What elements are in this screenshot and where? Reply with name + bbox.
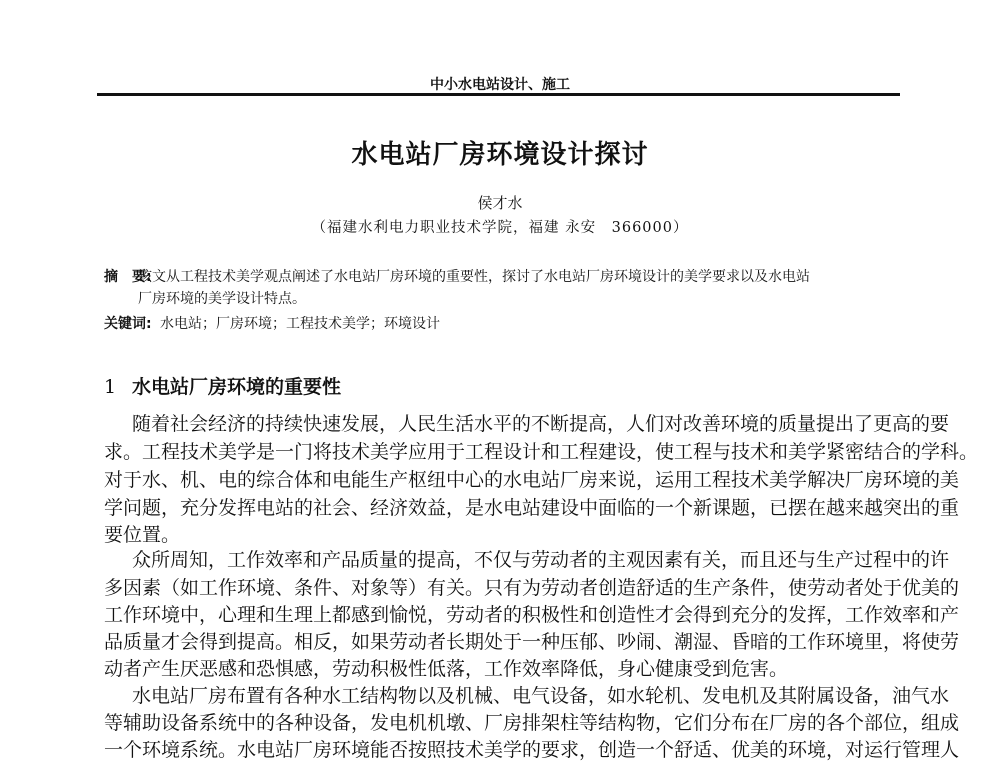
body-line: 动者产生厌恶感和恐惧感，劳动积极性低落，工作效率降低，身心健康受到危害。 bbox=[104, 658, 789, 680]
body-line: 学问题，充分发挥电站的社会、经济效益，是水电站建设中面临的一个新课题，已摆在越来越突出的重 bbox=[104, 497, 960, 519]
body-line: 对于水、机、电的综合体和电能生产枢纽中心的水电站厂房来说，运用工程技术美学解决厂房环境的美 bbox=[104, 469, 960, 491]
abstract-label: 摘 要: bbox=[104, 269, 152, 285]
body-line: 水电站厂房布置有各种水工结构物以及机械、电气设备，如水轮机、发电机及其附属设备，油气水 bbox=[132, 685, 950, 707]
keywords-text: 水电站；厂房环境；工程技术美学；环境设计 bbox=[160, 316, 440, 332]
body-line: 工作环境中，心理和生理上都感到愉悦，劳动者的积极性和创造性才会得到充分的发挥，工作效率和产 bbox=[104, 604, 960, 626]
running-head: 中小水电站设计、施工 bbox=[430, 77, 570, 93]
body-line: 等辅助设备系统中的各种设备，发电机机墩、厂房排架柱等结构物，它们分布在厂房的各个部位，组成 bbox=[104, 712, 960, 734]
header-rule bbox=[97, 93, 900, 96]
paper-title: 水电站厂房环境设计探讨 bbox=[351, 140, 649, 170]
body-line: 多因素（如工作环境、条件、对象等）有关。只有为劳动者创造舒适的生产条件，使劳动者处于优美的 bbox=[104, 577, 960, 599]
abstract-line: 厂房环境的美学设计特点。 bbox=[138, 291, 306, 307]
author: 侯才水 bbox=[477, 194, 523, 212]
affiliation: （福建水利电力职业技术学院，福建 永安 366000） bbox=[311, 220, 689, 236]
body-line: 随着社会经济的持续快速发展，人民生活水平的不断提高，人们对改善环境的质量提出了更高的要 bbox=[132, 413, 950, 435]
abstract-line: 该文从工程技术美学观点阐述了水电站厂房环境的重要性，探讨了水电站厂房环境设计的美学要求以及水电站 bbox=[138, 269, 810, 285]
section-title: 水电站厂房环境的重要性 bbox=[132, 376, 342, 398]
body-line: 品质量才会得到提高。相反，如果劳动者长期处于一种压郁、吵闹、潮湿、昏暗的工作环境里，将使劳 bbox=[104, 631, 960, 653]
body-line: 要位置。 bbox=[104, 524, 181, 546]
section-heading bbox=[104, 372, 341, 399]
section-number: 1 bbox=[104, 376, 117, 398]
body-line: 求。工程技术美学是一门将技术美学应用于工程设计和工程建设，使工程与技术和美学紧密结合的学科。 bbox=[104, 441, 979, 463]
body-line: 众所周知，工作效率和产品质量的提高，不仅与劳动者的主观因素有关，而且还与生产过程中的许 bbox=[132, 549, 950, 571]
body-line: 一个环境系统。水电站厂房环境能否按照技术美学的要求，创造一个舒适、优美的环境，对运行管理人 bbox=[104, 739, 960, 761]
keywords-label: 关键词: bbox=[104, 316, 152, 332]
